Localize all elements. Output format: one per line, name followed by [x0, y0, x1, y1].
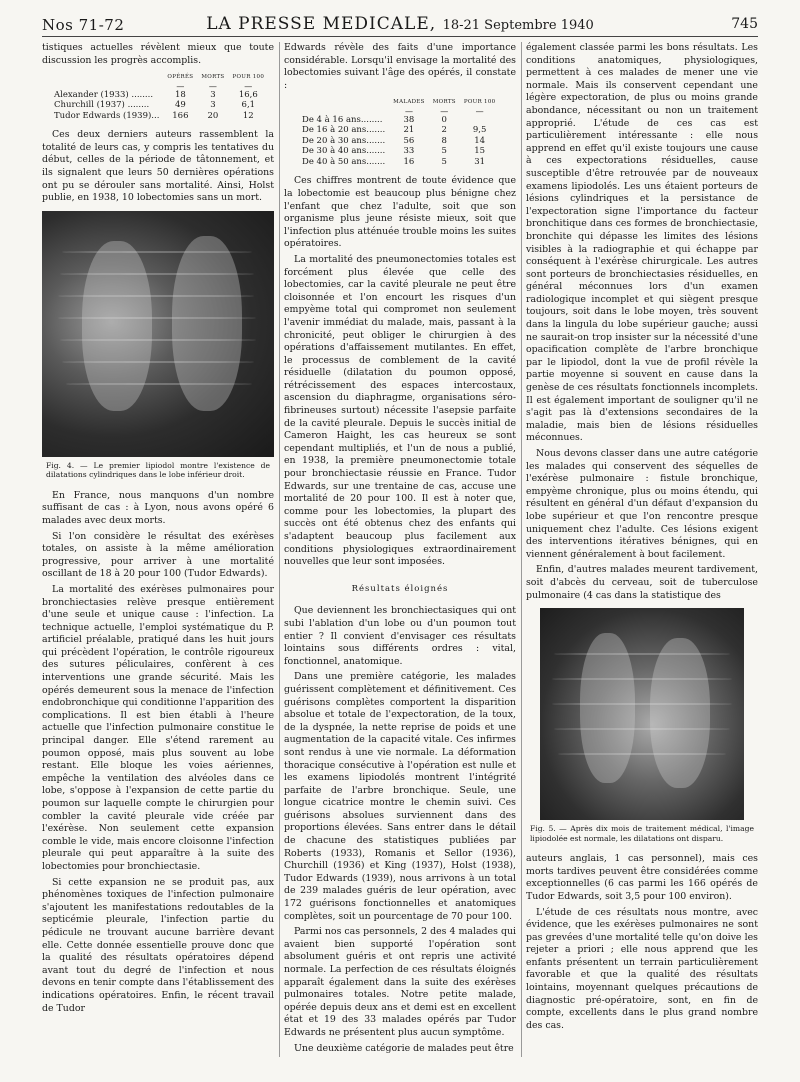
rib-shadow — [62, 361, 254, 363]
table-cell: Tudor Edwards (1939)... — [54, 110, 160, 121]
rib-shadow — [554, 653, 730, 655]
table-header: POUR 100 — [463, 99, 496, 106]
column-divider — [279, 42, 280, 1057]
table-cell — [460, 115, 500, 126]
figure-4-radiograph — [42, 211, 274, 457]
table-cell: 5 — [441, 146, 447, 157]
column-2 — [284, 42, 516, 1058]
table-cell: 21 — [403, 125, 415, 136]
table-row — [54, 111, 268, 122]
table-cell: De 30 à 40 ans....... — [302, 146, 386, 157]
mortality-table-age: MALADES MORTS POUR 100 — — — De 4 à 16 ans........ 38 0 De 16 à 20 ans....... 21 2 9,5 De 20 à 30 ans....... 56 8 14 De 30 à 40 ans....... 33 5 15 De 40 à 50 ans....... 16 5 31 — [302, 97, 499, 167]
lung-shadow — [580, 633, 635, 783]
table-cell: Churchill (1937) ........ — [54, 100, 150, 111]
paragraph: Si cette expansion ne se produit pas, aux phénomènes toxiques de l'infection pulmonaire s'ajoutent les manifestations redoutables de la septicémie pleurale, l'infection partie du pédicule ne trouvant aucune barrière devant elle. Cette donnée essentielle prouve donc que la qualité des résultats opératoires dépend avant tout du degré de l'infection et nous devons en tenir compte dans l'établissement des indications opératoires. Enfin, le récent travail de Tudor — [42, 876, 274, 1014]
page-header — [42, 14, 758, 37]
table-cell: 18 — [174, 89, 186, 100]
table-row — [302, 157, 499, 168]
column-1 — [42, 42, 274, 1018]
lung-shadow — [82, 241, 152, 411]
table-header: MALADES — [393, 99, 425, 106]
table-cell: 166 — [172, 110, 189, 121]
paragraph: auteurs anglais, 1 cas personnel), mais ces morts tardives peuvent être considérées comme exceptionnelles (6 cas parmi les 166 opérés de Tudor Edwards, soit 3,5 pour 100 environ). — [526, 853, 758, 902]
table-cell: 12 — [242, 110, 254, 121]
page-number: 745 — [731, 16, 758, 32]
table-header: OPÉRÉS — [167, 74, 194, 81]
table-header: MORTS — [432, 99, 456, 106]
table-header: MORTS — [201, 74, 225, 81]
figure-5-radiograph — [540, 608, 744, 820]
table-row — [302, 136, 499, 147]
table-cell: 8 — [441, 135, 447, 146]
table-cell: 3 — [210, 100, 216, 111]
table-cell: 20 — [207, 110, 219, 121]
paragraph: tistiques actuelles révèlent mieux que toute discussion les progrès accomplis. — [42, 42, 274, 66]
paragraph: Dans une première catégorie, les malades guérissent complètement et définitivement. Ces guérisons complètes comportent la disparition absolue et totale de l'expectoration, de la toux, de la dyspnée, la nette reprise de poids et une augmentation de la capacité vitale. Ces infirmes sont rendus à une vie normale. La déformation thoracique consécutive à l'opération est nulle et les examens lipiodolés montrent l'intégrité parfaite de l'arbre bronchique. Seule, une longue cicatrice montre le chemin suivi. Ces guérisons absolues surviennent dans des proportions élevées. Sans entrer dans le détail de chacune des statistiques publiées par Roberts (1933), Romanis et Sellor (1936), Churchill (1936) et King (1937), Holst (1938), Tudor Edwards (1939), nous arrivons à un total de 239 malades guéris de leur opération, avec 172 guérisons fonctionnelles et anatomiques complètes, soit un pourcentage de 70 pour 100. — [284, 671, 516, 922]
table-header: POUR 100 — [232, 74, 265, 81]
journal-title — [42, 14, 758, 34]
rib-shadow — [58, 295, 254, 297]
issue-date: 18-21 Septembre 1940 — [442, 18, 594, 33]
table-cell: De 40 à 50 ans....... — [302, 156, 386, 167]
rib-shadow — [62, 251, 252, 253]
table-cell: 6,1 — [241, 100, 256, 111]
mortality-table-authors: OPÉRÉS MORTS POUR 100 — — — Alexander (1933) ........ 18 3 16,6 Churchill (1937) ........ 49 3 6,1 Tudor Edwards (1939)... 166 20 12 — [54, 72, 268, 121]
rib-shadow — [60, 339, 256, 341]
table-row — [302, 146, 499, 157]
rib-shadow — [66, 383, 252, 385]
section-heading: Résultats éloignés — [351, 583, 449, 594]
table-cell: Alexander (1933) ........ — [54, 89, 154, 100]
table-cell: 56 — [403, 135, 415, 146]
table-cell: 3 — [210, 89, 216, 100]
journal-name: LA PRESSE MEDICALE, — [206, 14, 437, 34]
paragraph: Ces deux derniers auteurs rassemblent la totalité de leurs cas, y compris les tentatives du début, celles de la période de tâtonnement, et ils signalent que leurs 50 dernières opérations ont pu se dérouler sans mortalité. Ainsi, Holst publie, en 1938, 10 lobectomies sans un mort. — [42, 129, 274, 204]
paragraph: L'étude de ces résultats nous montre, avec évidence, que les exérèses pulmonaires ne sont pas grevées d'une mortalité telle qu'on doive les rejeter a priori ; elle nous apprend que les enfants présentent un terrain particulièrement favorable et que la qualité des résultats lointains, moyennant quelques précautions de diagnostic pré-opératoire, sont, en fin de compte, excellents dans le plus grand nombre des cas. — [526, 906, 758, 1031]
table-cell: 49 — [174, 100, 186, 111]
lung-shadow — [650, 638, 710, 788]
paragraph: Nous devons classer dans une autre catégorie les malades qui conservent des séquelles de l'exérèse pulmonaire : fistule bronchique, empyème chronique, plus ou moins étendu, qui résultent en général d'un défaut d'expansion du lobe supérieur et que l'on rencontre presque uniquement chez l'adulte. Ces lésions exigent des interventions itératives bénignes, qui en viennent généralement à bout facilement. — [526, 448, 758, 560]
issue-number: Nos 71-72 — [42, 16, 125, 34]
table-cell: De 4 à 16 ans........ — [302, 114, 383, 125]
figure-4-caption: Fig. 4. — Le premier lipiodol montre l'existence de dilatations cylindriques dans le lobe inférieur droit. — [46, 460, 270, 480]
paragraph: Enfin, d'autres malades meurent tardivement, soit d'abcès du cerveau, soit de tuberculose pulmonaire (4 cas dans la statistique des — [526, 564, 758, 601]
table-cell: 2 — [441, 125, 447, 136]
paragraph: En France, nous manquons d'un nombre suffisant de cas : à Lyon, nous avons opéré 6 malades avec deux morts. — [42, 489, 274, 526]
paragraph: Ces chiffres montrent de toute évidence que la lobectomie est beaucoup plus bénigne chez l'enfant que chez l'adulte, soit que son organisme plus jeune résiste mieux, soit que l'infection plus atténuée trouble moins les suites opératoires. — [284, 175, 516, 250]
table-cell: 5 — [441, 156, 447, 167]
table-cell: De 16 à 20 ans....... — [302, 125, 386, 136]
table-row — [54, 100, 268, 111]
paragraph: Parmi nos cas personnels, 2 des 4 malades qui avaient bien supporté l'opération sont absolument guéris et ont repris une activité normale. La perfection de ces résultats éloignés apparaît également dans la suite des exérèses pulmonaires totales. Notre petite malade, opérée depuis deux ans et demi est en excellent état et 19 des 33 malades opérés par Tudor Edwards ne présentent plus aucun symptôme. — [284, 926, 516, 1038]
paragraph: La mortalité des exérèses pulmonaires pour bronchiectasies relève presque entièrement d'une seule et unique cause : l'infection. La technique actuelle, l'emploi systématique du P. artificiel préalable, pratiqué dans les huit jours qui précèdent l'opération, le contrôle rigoureux des sutures péliculaires, confèrent à ces interventions une grande sécurité. Mais les opérés demeurent sous la menace de l'infection endobronchique qui conditionne l'apparition des complications. Il est bien établi à l'heure actuelle que l'infection pulmonaire constitue le principal danger. Elle s'étend rarement au poumon opposé, mais plus souvent au lobe restant. Elle bloque les voies aériennes, empêche la ventilation des alvéoles dans ce lobe, s'oppose à l'expansion de cette partie du poumon sur laquelle compte le chirurgien pour combler la cavité pleurale vide créée par l'exérèse. Non seulement cette expansion comble le vide, mais encore cloisonne l'infection pleurale qui peut apparaître à la suite des lobectomies pour bronchiectasie. — [42, 583, 274, 872]
table-cell: 38 — [403, 114, 415, 125]
table-cell: 31 — [474, 156, 486, 167]
table-cell: 33 — [403, 146, 415, 157]
paragraph: Edwards révèle des faits d'une importance considérable. Lorsqu'il envisage la mortalité des lobectomies suivant l'âge des opérés, il constate : — [284, 42, 516, 91]
rib-shadow — [58, 317, 256, 319]
column-3 — [526, 42, 758, 1035]
rib-shadow — [60, 273, 254, 275]
table-row — [302, 115, 499, 126]
paragraph: Une deuxième catégorie de malades peut être — [294, 1042, 514, 1054]
table-cell: 15 — [474, 146, 486, 157]
table-row — [54, 90, 268, 101]
table-cell: De 20 à 30 ans....... — [302, 135, 386, 146]
table-cell: 9,5 — [472, 125, 487, 136]
column-divider — [521, 42, 522, 1057]
paragraph: Si l'on considère le résultat des exérèses totales, on assiste à la même amélioration progressive, pour arriver à une mortalité oscillant de 18 à 20 pour 100 (Tudor Edwards). — [42, 530, 274, 580]
table-cell: 0 — [441, 114, 447, 125]
paragraph: également classée parmi les bons résultats. Les conditions anatomiques, physiologiques, permettent à ces malades de mener une vie normale. Mais ils conservent cependant une légère expectoration, de plus ou moins grande abondance, nécessitant ou non un traitement approprié. L'étude de ces cas est particulièrement intéressante : elle nous apprend en effet qu'il existe toujours une cause à ces expectorations résiduelles, cause susceptible d'être retrouvée par de nouveaux examens lipiodolés. Les uns étaient porteurs de lésions cylindriques et la persistance de l'expectoration signe l'importance du facteur bronchitique dans ces formes de bronchiectasie, bronchite qui dépasse les limites des lésions visibles à la radiographie et qui échappe par conséquent à l'exérèse chirurgicale. Les autres sont porteurs de bronchiectasies résiduelles, en général méconnues lors d'un examen radiologique incomplet et qui siègent presque toujours, soit dans le lobe moyen, très souvent dans la lingula du lobe supérieur gauche; aussi ne saurait-on trop insister sur la nécessité d'une opacification complète de l'arbre bronchique par le lipiodol, dont la vue de profil révèle la partie moyenne si souvent en cause dans la genèse de ces résultats fonctionnels incomplets. Il est également important de souligner qu'il ne s'agit pas là d'extensions secondaires de la maladie, mais bien de lésions résiduelles méconnues. — [526, 42, 758, 444]
table-row — [302, 125, 499, 136]
table-cell: 16 — [403, 156, 415, 167]
paragraph: Que deviennent les bronchiectasiques qui ont subi l'ablation d'un lobe ou d'un poumon tout entier ? Il convient d'envisager ces résultats lointains sous différents ordres : vital, fonctionnel, anatomique. — [284, 605, 516, 667]
table-cell: 16,6 — [238, 89, 258, 100]
figure-5-caption: Fig. 5. — Après dix mois de traitement médical, l'image lipiodolée est normale, les dilatations ont disparu. — [530, 824, 754, 843]
table-cell: 14 — [474, 135, 486, 146]
paragraph: La mortalité des pneumonectomies totales est forcément plus élevée que celle des lobectomies, car la cavité pleurale ne peut être cloisonnée et l'on encourt les risques d'un empyème total qui compromet non seulement l'avenir immédiat du malade, mais, passant à la chronicité, peut obliger le chirurgien à des opérations d'affaissement mutilantes. En effet, le processus de comblement de la cavité résiduelle (dilatation du poumon opposé, rétrécissement des espaces intercostaux, ascension du diaphragme, organisations séro-fibrineuses surtout) nécessite l'asepsie parfaite de la cavité pleurale. Depuis le succès initial de Cameron Haight, les cas heureux se sont cependant multipliés, et l'un de nous a publié, en 1938, la première pneumonectomie totale pour bronchiectasie réussie en France. Tudor Edwards, sur une trentaine de cas, accuse une mortalité de 20 pour 100. Il est à noter que, comme pour les lobectomies, la plupart des succès ont été obtenus chez des enfants qui s'adaptent beaucoup plus facilement aux conditions physiologiques extraordinairement nouvelles que leur sont imposées. — [284, 253, 516, 568]
